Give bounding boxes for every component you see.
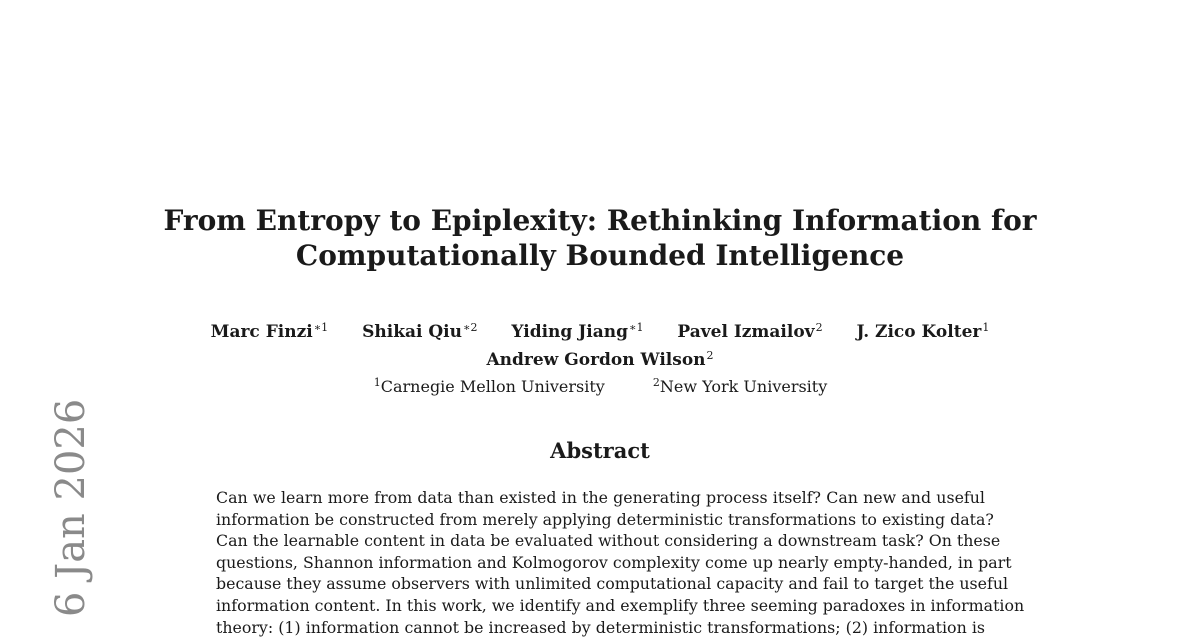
author-row-1	[0, 316, 1200, 344]
author-affiliation-mark: ∗2	[463, 321, 478, 334]
affiliation-name: Carnegie Mellon University	[380, 377, 605, 396]
abstract-line: Can we learn more from data than existed in the generating process itself? Can new and useful	[216, 488, 985, 507]
author-name: J. Zico Kolter	[856, 322, 982, 342]
author	[486, 344, 713, 372]
author-affiliation-mark: 2	[706, 349, 714, 362]
abstract-line: information content. In this work, we identify and exemplify three seeming paradoxes in information	[216, 595, 1025, 615]
author	[511, 316, 643, 344]
affiliation-list	[0, 372, 1200, 398]
abstract-line: because they assume observers with unlimited computational capacity and fail to target the useful	[216, 574, 1009, 594]
author-row-2	[0, 344, 1200, 372]
arxiv-date-stamp: 6 Jan 2026	[48, 398, 94, 617]
affiliation-name: New York University	[659, 377, 828, 396]
abstract-line: theory: (1) information cannot be increased by deterministic transformations; (2) information is	[216, 617, 985, 637]
abstract-line: Can the learnable content in data be evaluated without considering a downstream task? On these	[216, 531, 1001, 551]
author-name: Pavel Izmailov	[677, 322, 815, 342]
abstract-line: information be constructed from merely applying deterministic transformations to existing data?	[216, 509, 994, 529]
author-name: Yiding Jiang	[511, 322, 628, 342]
paper-title	[0, 203, 1200, 273]
author	[856, 316, 989, 344]
author-affiliation-mark: ∗1	[629, 321, 644, 334]
affiliation	[652, 372, 827, 398]
author	[211, 316, 329, 344]
author	[362, 316, 477, 344]
affiliation-mark: 2	[652, 376, 660, 389]
author-affiliation-mark: 2	[815, 321, 823, 334]
abstract-heading: Abstract	[550, 438, 650, 463]
affiliation	[373, 372, 605, 398]
author-name: Shikai Qiu	[362, 322, 463, 342]
abstract-text	[216, 487, 1025, 638]
affiliation-mark: 1	[373, 376, 381, 389]
author-name: Andrew Gordon Wilson	[486, 350, 706, 370]
author-name: Marc Finzi	[210, 322, 313, 342]
author-list	[0, 316, 1200, 372]
title-line-2: Computationally Bounded Intelligence	[295, 239, 905, 272]
title-line-1: From Entropy to Epiplexity: Rethinking Information for	[163, 204, 1037, 237]
author-affiliation-mark: ∗1	[313, 321, 329, 334]
author-affiliation-mark: 1	[982, 321, 990, 334]
abstract-line: questions, Shannon information and Kolmogorov complexity come up nearly empty-handed, in part	[216, 552, 1012, 572]
author	[677, 316, 822, 344]
